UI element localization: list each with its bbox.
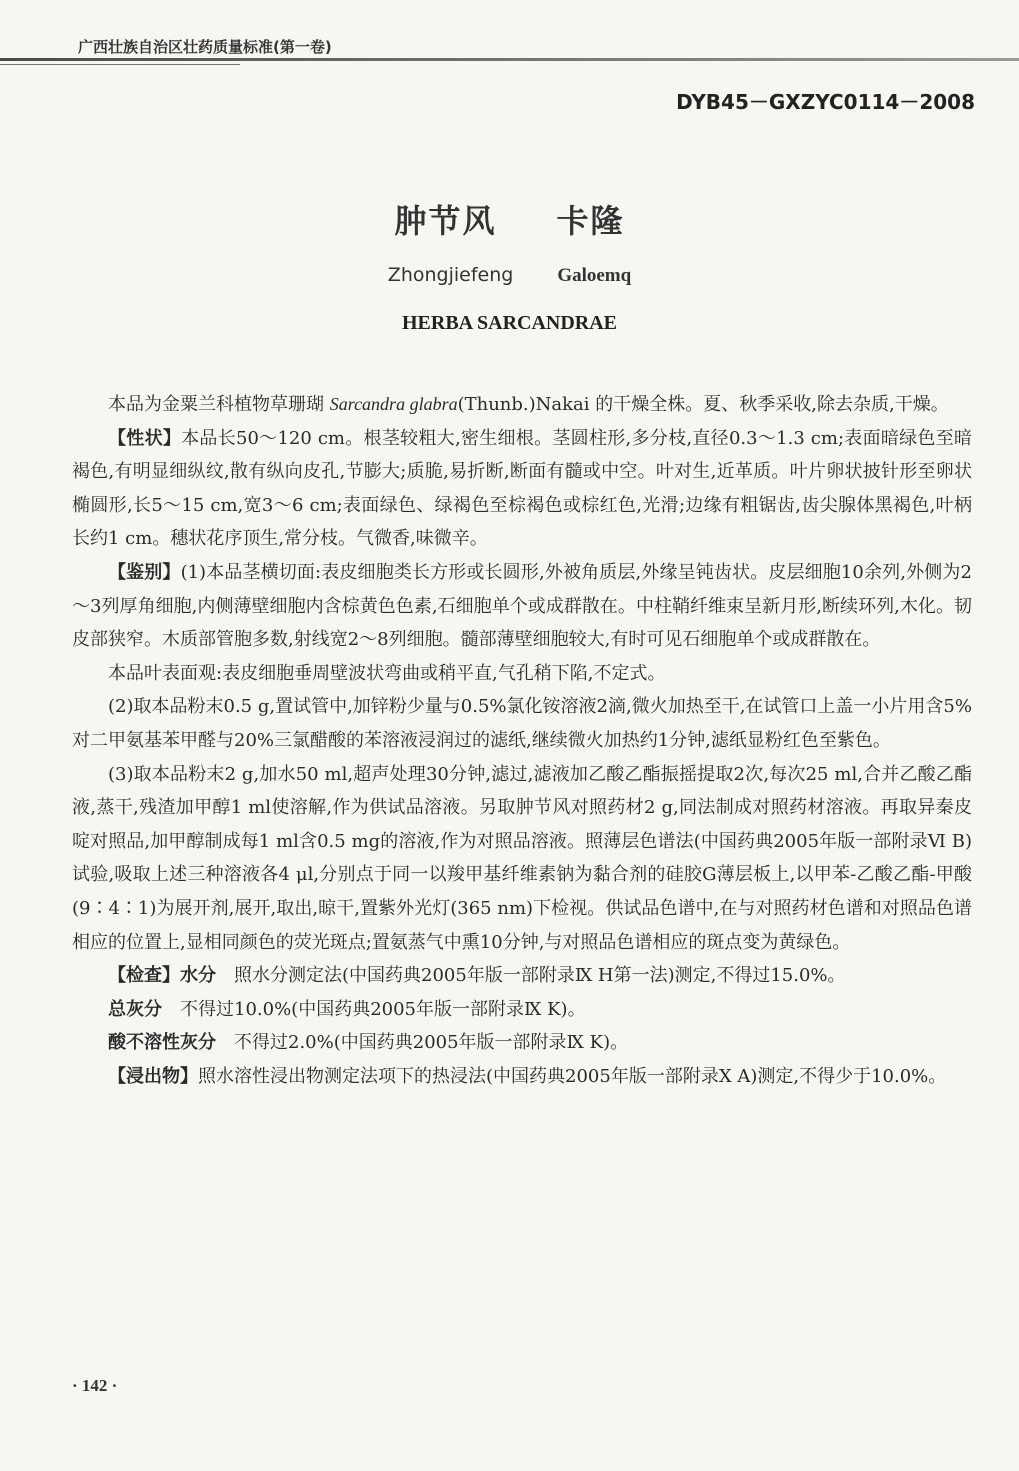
section-label-identification: 【鉴别】 [108,561,181,583]
extract-paragraph: 【浸出物】照水溶性浸出物测定法项下的热浸法(中国药典2005年版一部附录Ⅹ A)测定,不得少于10.0%。 [108,1065,947,1087]
identification-paragraph-3: (2)取本品粉末0.5 g,置试管中,加锌粉少量与0.5%氯化铵溶液2滴,微火加热至干,在试管口上盖一小片用含5%对二甲氨基苯甲醛与20%三氯醋酸的苯溶液浸润过的滤纸,继续微火加热约1分钟,滤纸显粉红色至紫色。 [72,696,972,751]
title-zhuang: 卡隆 [556,202,625,240]
standard-code: DYB45－GXZYC0114－2008 [676,90,975,114]
header-rule-thin [0,64,240,65]
book-title: 广西壮族自治区壮药质量标准(第一卷) [78,38,332,56]
species-name: Sarcandra glabra [329,394,458,414]
header-rule [0,58,1019,61]
identification-paragraph-2: 本品叶表面观:表皮细胞垂周壁波状弯曲或稍平直,气孔稍下陷,不定式。 [108,662,666,684]
moisture-label: 水分 [180,965,216,987]
title-chinese: 肿节风 [394,202,497,240]
intro-paragraph: 本品为金粟兰科植物草珊瑚 Sarcandra glabra(Thunb.)Nakai 的干燥全株。夏、秋季采收,除去杂质,干燥。 [108,394,949,415]
identification-paragraph-1: 【鉴别】(1)本品茎横切面:表皮细胞类长方形或长圆形,外被角质层,外缘呈钝齿状。皮层细胞10余列,外侧为2～3列厚角细胞,内侧薄壁细胞内含棕黄色色素,石细胞单个或成群散在。中柱鞘纤维束呈新月形,断续环列,木化。韧皮部狭窄。木质部管胞多数,射线宽2～8列细胞。髓部薄壁细胞较大,有时可见石细胞单个或成群散在。 [72,561,972,651]
inspection-acid-ash: 酸不溶性灰分 不得过2.0%(中国药典2005年版一部附录Ⅸ K)。 [108,1032,629,1054]
title-zhuang-latin: Galoemq [557,265,632,286]
characters-paragraph: 【性状】本品长50～120 cm。根茎较粗大,密生细根。茎圆柱形,多分枝,直径0.3～1.3 cm;表面暗绿色至暗褐色,有明显细纵纹,散有纵向皮孔,节膨大;质脆,易折断,断面有髓或中空。叶对生,近革质。叶片卵状披针形至卵状椭圆形,长5～15 cm,宽3～6 cm;表面绿色、绿褐色至棕褐色或棕红色,光滑;边缘有粗锯齿,齿尖腺体黑褐色,叶柄长约1 cm。穗状花序顶生,常分枝。气微香,味微辛。 [72,427,972,550]
inspection-total-ash: 总灰分 不得过10.0%(中国药典2005年版一部附录Ⅸ K)。 [108,998,586,1020]
section-label-extract: 【浸出物】 [108,1065,198,1087]
identification-paragraph-4: (3)取本品粉末2 g,加水50 ml,超声处理30分钟,滤过,滤液加乙酸乙酯振摇提取2次,每次25 ml,合并乙酸乙酯液,蒸干,残渣加甲醇1 ml使溶解,作为供试品溶液。另取肿节风对照药材2 g,同法制成对照药材溶液。再取异秦皮啶对照品,加甲醇制成每1 ml含0.5 mg的溶液,作为对照品溶液。照薄层色谱法(中国药典2005年版一部附录Ⅵ B)试验,吸取上述三种溶液各4 μl,分别点于同一以羧甲基纤维素钠为黏合剂的硅胶G薄层板上,以甲苯-乙酸乙酯-甲酸(9∶4∶1)为展开剂,展开,取出,晾干,置紫外光灯(365 nm)下检视。供试品色谱中,在与对照药材色谱和对照品色谱相应的位置上,显相同颜色的荧光斑点;置氨蒸气中熏10分钟,与对照品色谱相应的斑点变为黄绿色。 [72,763,972,953]
inspection-moisture: 【检查】水分 照水分测定法(中国药典2005年版一部附录Ⅸ H第一法)测定,不得过15.0%。 [108,965,846,987]
section-label-characters: 【性状】 [108,427,182,449]
page-number: · 142 · [72,1376,118,1395]
total-ash-label: 总灰分 [108,998,162,1020]
page-title [0,196,1019,242]
monograph-body [72,388,972,1093]
title-latin: HERBA SARCANDRAE [401,312,618,334]
title-pinyin: Zhongjiefeng [387,264,514,286]
section-label-inspection: 【检查】 [108,965,180,987]
acid-ash-label: 酸不溶性灰分 [108,1032,216,1054]
title-romanization [0,264,1019,287]
